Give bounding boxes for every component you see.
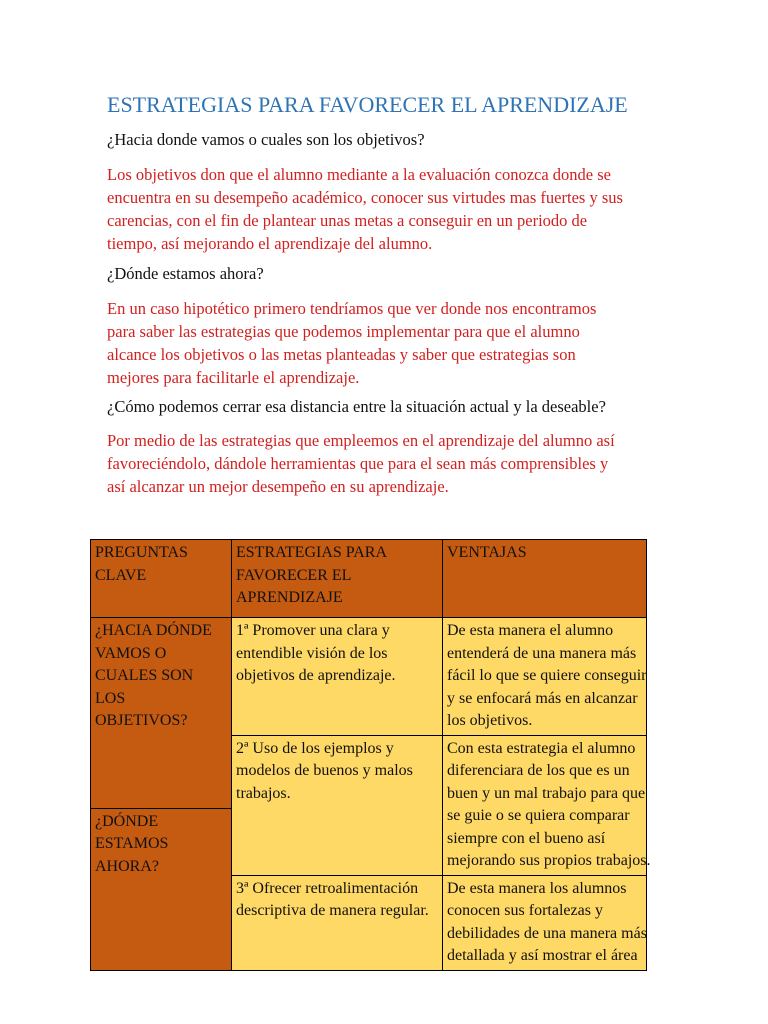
strategy-cell-2 — [232, 735, 443, 875]
strategy-line: 3ª Ofrecer retroalimentación — [236, 879, 419, 897]
table-header-row — [91, 540, 647, 618]
question-1: ¿Hacia donde vamos o cuales son los objetivos? — [107, 130, 425, 149]
header-line: FAVORECER EL — [236, 566, 352, 584]
header-line: PREGUNTAS — [95, 544, 188, 561]
answer-3-line: Por medio de las estrategias que empleemos en el aprendizaje del alumno así — [107, 431, 615, 450]
answer-1-line: Los objetivos don que el alumno mediante a la evaluación conozca donde se — [107, 165, 611, 184]
advantage-line: los objetivos. — [447, 712, 533, 729]
question-cell-line: OBJETIVOS? — [95, 712, 188, 729]
answer-3-line: favoreciéndolo, dándole herramientas que para el sean más comprensibles y — [107, 454, 609, 473]
advantage-line: De esta manera el alumno — [447, 622, 614, 639]
question-2: ¿Dónde estamos ahora? — [107, 264, 264, 283]
question-cell-donde-estamos — [91, 808, 232, 970]
question-cell-hacia-donde — [91, 618, 232, 809]
advantage-line: fácil lo que se quiere conseguir — [447, 667, 647, 684]
advantage-line: De esta manera los alumnos — [447, 879, 627, 897]
advantage-line: debilidades de una manera más — [447, 924, 647, 942]
question-cell-line: ¿DÓNDE — [95, 812, 159, 830]
strategy-line: trabajos. — [236, 784, 291, 802]
answer-2-line: mejores para facilitarle el aprendizaje. — [107, 368, 360, 387]
question-cell-line: ¿HACIA DÓNDE — [95, 622, 212, 639]
header-cell-estrategias — [232, 540, 443, 618]
answer-1-line: tiempo, así mejorando el aprendizaje del alumno. — [107, 234, 433, 253]
answer-3-line: así alcanzar un mejor desempeño en su aprendizaje. — [107, 477, 449, 496]
header-line: CLAVE — [95, 566, 147, 584]
advantage-line: conocen sus fortalezas y — [447, 902, 603, 919]
advantage-line: entenderá de una manera más — [447, 644, 637, 662]
advantage-cell-3 — [443, 875, 647, 970]
advantage-line: se guie o se quiera comparar — [447, 807, 630, 824]
header-line: APRENDIZAJE — [236, 589, 343, 606]
advantage-line: buen y un mal trabajo para que — [447, 784, 646, 802]
advantage-line: Con esta estrategia el alumno — [447, 739, 636, 757]
question-cell-line: LOS — [95, 689, 126, 707]
header-cell-preguntas — [91, 540, 232, 618]
question-cell-line: CUALES SON — [95, 667, 194, 684]
answer-1-line: carencias, con el fin de plantear unas metas a conseguir en un periodo de — [107, 211, 588, 230]
advantage-line: y se enfocará más en alcanzar — [447, 689, 638, 707]
answer-1 — [107, 163, 667, 255]
advantage-cell-1 — [443, 618, 647, 736]
advantage-line: detallada y así mostrar el área — [447, 947, 638, 964]
strategy-line: entendible visión de los — [236, 644, 388, 662]
strategy-cell-3 — [232, 875, 443, 970]
question-cell-line: ESTAMOS — [95, 835, 169, 852]
strategy-line: descriptiva de manera regular. — [236, 902, 429, 919]
strategy-line: objetivos de aprendizaje. — [236, 667, 396, 684]
header-line: VENTAJAS — [447, 544, 527, 561]
answer-2 — [107, 297, 667, 389]
table-row — [91, 618, 647, 736]
question-3: ¿Cómo podemos cerrar esa distancia entre la situación actual y la deseable? — [107, 397, 606, 416]
answer-3 — [107, 429, 667, 498]
answer-2-line: En un caso hipotético primero tendríamos que ver donde nos encontramos — [107, 299, 597, 318]
advantage-line: siempre con el bueno así — [447, 829, 606, 847]
answer-2-line: para saber las estrategias que podemos implementar para que el alumno — [107, 322, 580, 341]
strategy-line: 1ª Promover una clara y — [236, 622, 390, 639]
advantage-line: mejorando sus propios trabajos. — [447, 852, 651, 869]
answer-1-line: encuentra en su desempeño académico, conocer sus virtudes mas fuertes y sus — [107, 188, 623, 207]
question-cell-line: AHORA? — [95, 857, 159, 875]
advantage-cell-2 — [443, 735, 651, 875]
strategy-cell-1 — [232, 618, 443, 736]
answer-2-line: alcance los objetivos o las metas planteadas y saber que estrategias son — [107, 345, 576, 364]
advantage-line: diferenciara de los que es un — [447, 762, 630, 779]
header-cell-ventajas — [443, 540, 647, 618]
strategies-table — [90, 539, 651, 971]
strategy-line: modelos de buenos y malos — [236, 762, 413, 779]
question-cell-line: VAMOS O — [95, 644, 167, 662]
document-title: ESTRATEGIAS PARA FAVORECER EL APRENDIZAJE — [107, 92, 628, 117]
header-line: ESTRATEGIAS PARA — [236, 544, 387, 561]
strategy-line: 2ª Uso de los ejemplos y — [236, 739, 394, 757]
